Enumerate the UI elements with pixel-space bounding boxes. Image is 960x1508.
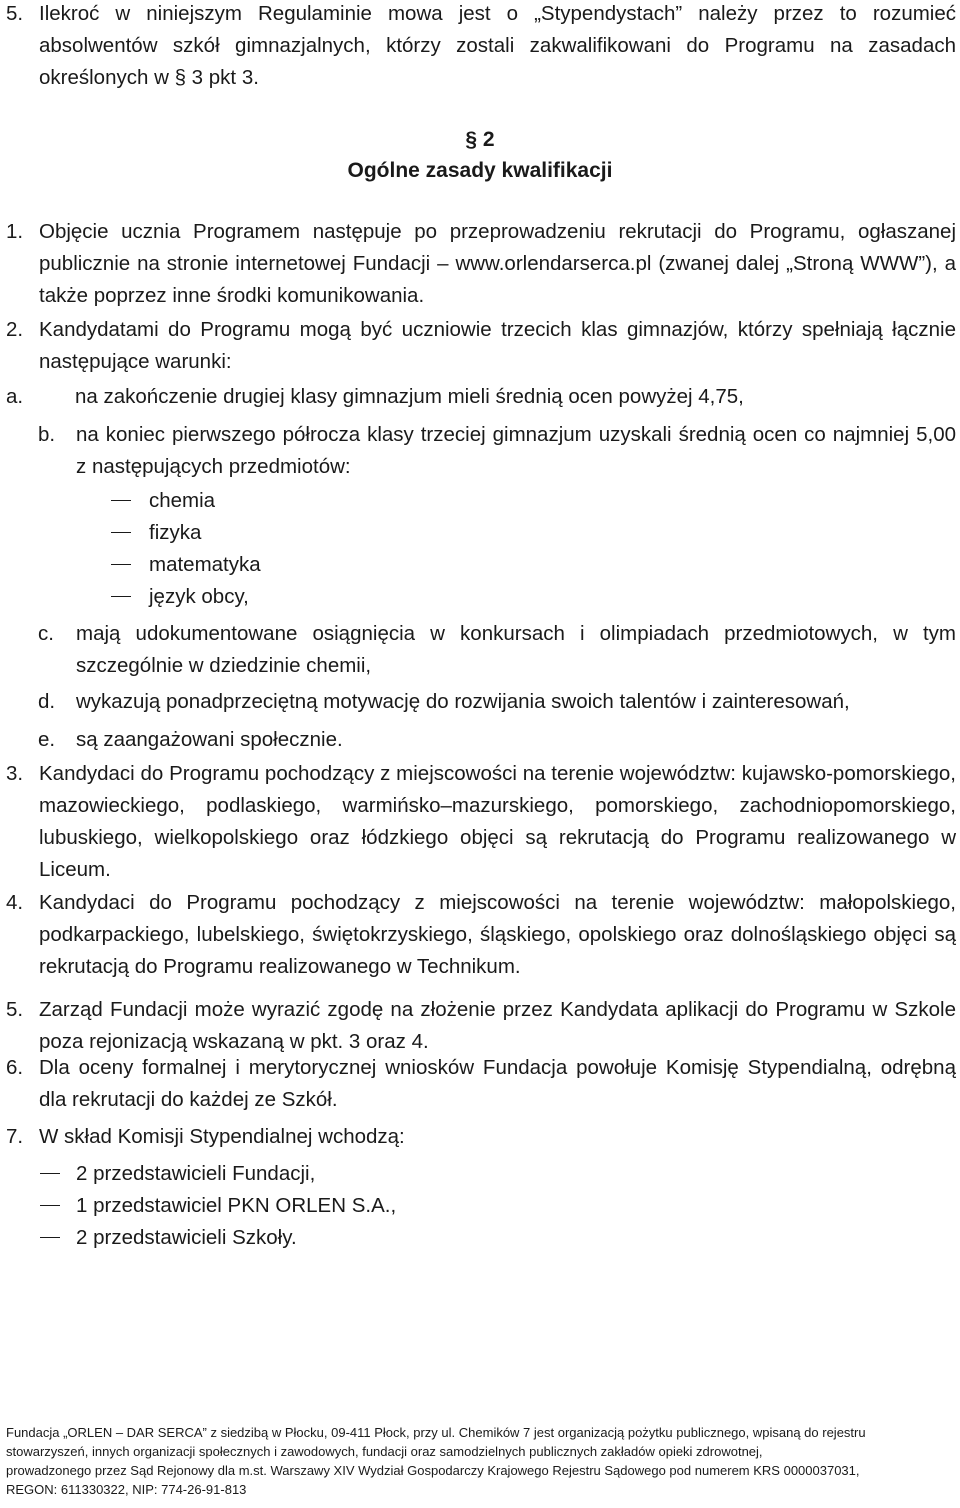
condition-text: wykazują ponadprzeciętną motywację do rozwijania swoich talentów i zainteresowań, — [76, 690, 850, 713]
paragraph-item-7 — [6, 1121, 956, 1153]
item-number: 4. — [6, 891, 24, 914]
page-footer — [6, 1423, 956, 1499]
paragraph-item-6 — [6, 1052, 956, 1116]
item-number: 2. — [6, 318, 24, 341]
paragraph-item-2 — [6, 314, 956, 378]
paragraph-item-3 — [6, 758, 956, 886]
paragraph-item-4 — [6, 887, 956, 983]
item-text: Kandydaci do Programu pochodzący z miejscowości na terenie województw: kujawsko-pomorskiego, mazowieckiego, podlaskiego, warmińsko–mazurskiego, pomorskiego, zachodniopomorskiego, lubuskiego, wielkopolskiego oraz łódzkiego objęci są rekrutacją do Programu realizowanego w Liceum. — [39, 762, 956, 881]
dash-bullet — [111, 500, 131, 501]
item-text: Objęcie ucznia Programem następuje po przeprowadzeniu rekrutacji do Programu, ogłaszanej publicznie na stronie internetowej Fundacji – www.orlendarserca.pl (zwanej dalej „Stroną WWW”), a także poprzez inne środki komunikowania. — [39, 220, 956, 307]
item-text: Zarząd Fundacji może wyrazić zgodę na złożenie przez Kandydata aplikacji do Programu w Szkole poza rejonizacją wskazaną w pkt. 3 oraz 4. — [39, 998, 956, 1053]
subject-text: fizyka — [149, 521, 202, 544]
dash-bullet — [40, 1205, 60, 1206]
item-number: 7. — [6, 1125, 24, 1148]
paragraph-item-1 — [6, 216, 956, 312]
item-text: Kandydaci do Programu pochodzący z miejscowości na terenie województw: małopolskiego, podkarpackiego, lubelskiego, świętokrzyskiego, śląskiego, opolskiego oraz dolnośląskiego objęci są rekrutacją do Programu realizowanego w Technikum. — [39, 891, 956, 978]
dash-bullet — [111, 564, 131, 565]
subject-text: matematyka — [149, 553, 261, 576]
paragraph-item-5b — [6, 994, 956, 1058]
condition-text: mają udokumentowane osiągnięcia w konkursach i olimpiadach przedmiotowych, w tym szczególnie w dziedzinie chemii, — [76, 622, 956, 677]
condition-letter: b. — [38, 423, 56, 446]
footer-line: stowarzyszeń, innych organizacji społecznych i zawodowych, fundacji oraz samodzielnych publicznych zakładów opieki zdrowotnej, — [6, 1444, 763, 1459]
condition-b — [38, 419, 956, 483]
committee-text: 2 przedstawicieli Fundacji, — [76, 1162, 316, 1185]
subject-item — [111, 581, 249, 613]
subject-item — [111, 549, 261, 581]
committee-text: 1 przedstawiciel PKN ORLEN S.A., — [76, 1194, 397, 1217]
condition-a — [6, 381, 956, 413]
subject-item — [111, 485, 215, 517]
section-title: Ogólne zasady kwalifikacji — [347, 159, 613, 182]
committee-member — [40, 1222, 297, 1254]
item-number: 5. — [6, 998, 24, 1021]
footer-line: prowadzonego przez Sąd Rejonowy dla m.st. Warszawy XIV Wydział Gospodarczy Krajowego Rejestru Sądowego pod numerem KRS 0000037031, — [6, 1463, 860, 1478]
item-text: Kandydatami do Programu mogą być uczniowie trzecich klas gimnazjów, którzy spełniają łącznie następujące warunki: — [39, 318, 956, 373]
dash-bullet — [111, 532, 131, 533]
condition-letter: c. — [38, 622, 54, 645]
item-number: 5. — [6, 2, 24, 25]
dash-bullet — [111, 596, 131, 597]
condition-e — [38, 724, 956, 756]
item-number: 1. — [6, 220, 24, 243]
committee-member — [40, 1158, 315, 1190]
condition-text: są zaangażowani społecznie. — [76, 728, 343, 751]
footer-line: REGON: 611330322, NIP: 774-26-91-813 — [6, 1482, 247, 1497]
committee-member — [40, 1190, 396, 1222]
condition-letter: a. — [6, 385, 24, 408]
item-text: W skład Komisji Stypendialnej wchodzą: — [39, 1125, 405, 1148]
subject-text: chemia — [149, 489, 216, 512]
condition-letter: e. — [38, 728, 56, 751]
footer-line: Fundacja „ORLEN – DAR SERCA” z siedzibą w Płocku, 09-411 Płock, przy ul. Chemików 7 jest organizacją pożytku publicznego, wpisaną do rejestru — [6, 1425, 866, 1440]
item-text: Dla oceny formalnej i merytorycznej wniosków Fundacja powołuje Komisję Stypendialną, odrębną dla rekrutacji do każdej ze Szkół. — [39, 1056, 956, 1111]
committee-text: 2 przedstawicieli Szkoły. — [76, 1226, 297, 1249]
subject-text: język obcy, — [149, 585, 249, 608]
item-number: 3. — [6, 762, 24, 785]
subject-item — [111, 517, 201, 549]
item-text: Ilekroć w niniejszym Regulaminie mowa jest o „Stypendystach” należy przez to rozumieć absolwentów szkół gimnazjalnych, którzy zostali zakwalifikowani do Programu na zasadach określonych w § 3 pkt 3. — [39, 2, 956, 89]
condition-c — [38, 618, 956, 682]
condition-text: na koniec pierwszego półrocza klasy trzeciej gimnazjum uzyskali średnią ocen co najmniej 5,00 z następujących przedmiotów: — [76, 423, 956, 478]
item-number: 6. — [6, 1056, 24, 1079]
dash-bullet — [40, 1237, 60, 1238]
paragraph-item-5 — [6, 0, 956, 94]
section-mark: § 2 — [465, 128, 495, 151]
dash-bullet — [40, 1173, 60, 1174]
condition-d — [38, 686, 956, 718]
condition-letter: d. — [38, 690, 56, 713]
condition-text: na zakończenie drugiej klasy gimnazjum mieli średnią ocen powyżej 4,75, — [75, 385, 744, 408]
